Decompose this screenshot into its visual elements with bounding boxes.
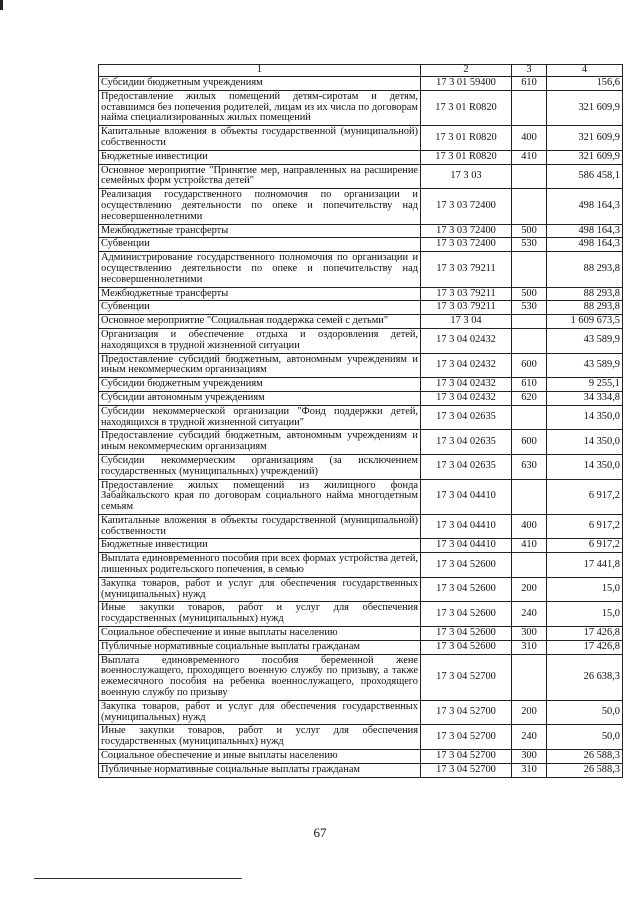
row-name-cell: Субсидии некоммерческой организации "Фонд поддержки детей, находящихся в трудной жизненной ситуации" [99,405,421,430]
row-sum-cell: 6 917,2 [547,539,623,553]
row-code-cell: 17 3 01 R0820 [421,150,512,164]
row-expense-type-cell: 300 [512,750,547,764]
row-expense-type-cell [512,654,547,700]
row-code-cell: 17 3 04 02432 [421,328,512,353]
row-sum-cell: 26 638,3 [547,654,623,700]
column-header-1: 1 [99,65,421,77]
row-name-cell: Предоставление жилых помещений детям-сиротам и детям, оставшимся без попечения родителей, лицам из их числа по договорам найма специализированных жилых помещений [99,90,421,125]
row-sum-cell: 156,6 [547,77,623,91]
column-header-2: 2 [421,65,512,77]
table-row [99,430,623,455]
table-row [99,126,623,151]
row-expense-type-cell: 610 [512,378,547,392]
row-name-cell: Публичные нормативные социальные выплаты гражданам [99,640,421,654]
row-expense-type-cell [512,479,547,514]
row-sum-cell: 43 589,9 [547,353,623,378]
column-header-4: 4 [547,65,623,77]
table-row [99,479,623,514]
table-row [99,763,623,777]
row-sum-cell: 321 609,9 [547,126,623,151]
row-code-cell: 17 3 04 02635 [421,454,512,479]
row-expense-type-cell: 530 [512,301,547,315]
row-name-cell: Иные закупки товаров, работ и услуг для обеспечения государственных (муниципальных) нужд [99,602,421,627]
row-sum-cell: 43 589,9 [547,328,623,353]
row-name-cell: Выплата единовременного пособия беременной жене военнослужащего, проходящего военную службу по призыву, а также ежемесячного пособия на ребенка военнослужащего, проходящего военную службу по призыву [99,654,421,700]
row-expense-type-cell: 310 [512,640,547,654]
row-code-cell: 17 3 03 72400 [421,189,512,224]
table-row [99,750,623,764]
row-expense-type-cell: 500 [512,224,547,238]
table-row [99,287,623,301]
row-code-cell: 17 3 04 52700 [421,750,512,764]
row-sum-cell: 14 350,0 [547,405,623,430]
table-row [99,539,623,553]
row-name-cell: Социальное обеспечение и иные выплаты населению [99,750,421,764]
table-row [99,301,623,315]
table-header-row [99,65,623,77]
table-row [99,189,623,224]
row-expense-type-cell: 410 [512,150,547,164]
table-row [99,150,623,164]
table-row [99,514,623,539]
row-sum-cell: 586 458,1 [547,164,623,189]
table-row [99,577,623,602]
row-sum-cell: 498 164,3 [547,189,623,224]
row-sum-cell: 17 441,8 [547,553,623,578]
row-expense-type-cell: 610 [512,77,547,91]
row-sum-cell: 9 255,1 [547,378,623,392]
row-code-cell: 17 3 01 R0820 [421,126,512,151]
row-expense-type-cell: 300 [512,627,547,641]
row-sum-cell: 6 917,2 [547,514,623,539]
row-name-cell: Субсидии автономным учреждениям [99,391,421,405]
row-name-cell: Публичные нормативные социальные выплаты гражданам [99,763,421,777]
row-name-cell: Выплата единовременного пособия при всех формах устройства детей, лишенных родительского попечения, в семью [99,553,421,578]
row-expense-type-cell [512,315,547,329]
row-expense-type-cell [512,553,547,578]
row-code-cell: 17 3 04 02635 [421,430,512,455]
row-name-cell: Предоставление жилых помещений из жилищного фонда Забайкальского края по договорам социального найма многодетным семьям [99,479,421,514]
table-row [99,602,623,627]
table-row [99,164,623,189]
row-expense-type-cell: 240 [512,602,547,627]
table-row [99,454,623,479]
row-code-cell: 17 3 04 52600 [421,640,512,654]
row-code-cell: 17 3 04 52700 [421,700,512,725]
row-name-cell: Предоставление субсидий бюджетным, автономным учреждениям и иным некоммерческим организациям [99,430,421,455]
row-name-cell: Субсидии некоммерческим организациям (за исключением государственных (муниципальных) учреждений) [99,454,421,479]
row-name-cell: Организация и обеспечение отдыха и оздоровления детей, находящихся в трудной жизненной ситуации [99,328,421,353]
row-sum-cell: 14 350,0 [547,454,623,479]
row-name-cell: Субсидии бюджетным учреждениям [99,77,421,91]
row-name-cell: Закупка товаров, работ и услуг для обеспечения государственных (муниципальных) нужд [99,577,421,602]
row-expense-type-cell [512,164,547,189]
row-sum-cell: 88 293,8 [547,252,623,287]
table-row [99,700,623,725]
row-expense-type-cell [512,252,547,287]
row-name-cell: Основное мероприятие "Принятие мер, направленных на расширение семейных форм устройства детей" [99,164,421,189]
table-row [99,353,623,378]
row-sum-cell: 50,0 [547,700,623,725]
table-row [99,553,623,578]
table-row [99,315,623,329]
row-sum-cell: 14 350,0 [547,430,623,455]
row-name-cell: Закупка товаров, работ и услуг для обеспечения государственных (муниципальных) нужд [99,700,421,725]
row-name-cell: Основное мероприятие "Социальная поддержка семей с детьми" [99,315,421,329]
row-sum-cell: 6 917,2 [547,479,623,514]
row-name-cell: Субвенции [99,238,421,252]
row-expense-type-cell: 240 [512,725,547,750]
page-number: 67 [313,825,327,840]
row-expense-type-cell: 600 [512,353,547,378]
row-expense-type-cell: 400 [512,126,547,151]
budget-table [98,64,623,778]
row-code-cell: 17 3 04 04410 [421,514,512,539]
table-row [99,378,623,392]
row-expense-type-cell: 200 [512,700,547,725]
row-code-cell: 17 3 03 79211 [421,287,512,301]
row-name-cell: Предоставление субсидий бюджетным, автономным учреждениям и иным некоммерческим организациям [99,353,421,378]
row-name-cell: Реализация государственного полномочия по организации и осуществлению деятельности по опеке и попечительству над несовершеннолетними [99,189,421,224]
row-expense-type-cell: 410 [512,539,547,553]
row-name-cell: Субвенции [99,301,421,315]
table-row [99,640,623,654]
row-sum-cell: 15,0 [547,602,623,627]
row-expense-type-cell: 200 [512,577,547,602]
row-code-cell: 17 3 04 52600 [421,577,512,602]
row-name-cell: Администрирование государственного полномочия по организации и осуществлению деятельности по опеке и попечительству над несовершеннолетними [99,252,421,287]
scan-edge-mark [0,0,3,10]
table-row [99,627,623,641]
row-name-cell: Капитальные вложения в объекты государственной (муниципальной) собственности [99,514,421,539]
row-sum-cell: 15,0 [547,577,623,602]
row-sum-cell: 26 588,3 [547,750,623,764]
row-code-cell: 17 3 01 R0820 [421,90,512,125]
table-row [99,224,623,238]
row-code-cell: 17 3 04 52600 [421,627,512,641]
row-expense-type-cell: 500 [512,287,547,301]
row-code-cell: 17 3 03 79211 [421,252,512,287]
row-code-cell: 17 3 04 02432 [421,378,512,392]
row-sum-cell: 321 609,9 [547,150,623,164]
footnote-divider [34,878,242,879]
row-code-cell: 17 3 04 52700 [421,654,512,700]
row-code-cell: 17 3 04 04410 [421,479,512,514]
row-code-cell: 17 3 04 52600 [421,553,512,578]
row-expense-type-cell [512,189,547,224]
table-row [99,90,623,125]
row-sum-cell: 498 164,3 [547,238,623,252]
column-header-3: 3 [512,65,547,77]
row-name-cell: Межбюджетные трансферты [99,287,421,301]
row-expense-type-cell: 530 [512,238,547,252]
row-name-cell: Иные закупки товаров, работ и услуг для обеспечения государственных (муниципальных) нужд [99,725,421,750]
row-code-cell: 17 3 04 02432 [421,353,512,378]
row-code-cell: 17 3 04 52700 [421,763,512,777]
table-row [99,391,623,405]
row-sum-cell: 321 609,9 [547,90,623,125]
row-sum-cell: 50,0 [547,725,623,750]
row-code-cell: 17 3 04 02432 [421,391,512,405]
row-name-cell: Социальное обеспечение и иные выплаты населению [99,627,421,641]
row-expense-type-cell [512,328,547,353]
table-row [99,725,623,750]
row-sum-cell: 88 293,8 [547,301,623,315]
row-sum-cell: 26 588,3 [547,763,623,777]
row-expense-type-cell: 630 [512,454,547,479]
row-expense-type-cell: 310 [512,763,547,777]
row-expense-type-cell [512,90,547,125]
row-code-cell: 17 3 04 02635 [421,405,512,430]
row-expense-type-cell: 600 [512,430,547,455]
table-row [99,238,623,252]
row-code-cell: 17 3 04 52700 [421,725,512,750]
row-sum-cell: 1 609 673,5 [547,315,623,329]
table-row [99,654,623,700]
row-sum-cell: 17 426,8 [547,627,623,641]
table-row [99,77,623,91]
row-name-cell: Бюджетные инвестиции [99,539,421,553]
row-code-cell: 17 3 01 59400 [421,77,512,91]
row-name-cell: Межбюджетные трансферты [99,224,421,238]
row-name-cell: Субсидии бюджетным учреждениям [99,378,421,392]
row-code-cell: 17 3 04 52600 [421,602,512,627]
table-row [99,252,623,287]
table-body [99,77,623,778]
row-code-cell: 17 3 04 04410 [421,539,512,553]
row-expense-type-cell: 620 [512,391,547,405]
row-sum-cell: 17 426,8 [547,640,623,654]
row-sum-cell: 34 334,8 [547,391,623,405]
row-sum-cell: 498 164,3 [547,224,623,238]
row-code-cell: 17 3 03 [421,164,512,189]
row-name-cell: Бюджетные инвестиции [99,150,421,164]
row-code-cell: 17 3 03 72400 [421,238,512,252]
table-row [99,405,623,430]
row-code-cell: 17 3 03 79211 [421,301,512,315]
row-code-cell: 17 3 04 [421,315,512,329]
row-sum-cell: 88 293,8 [547,287,623,301]
table-row [99,328,623,353]
row-expense-type-cell: 400 [512,514,547,539]
row-expense-type-cell [512,405,547,430]
row-name-cell: Капитальные вложения в объекты государственной (муниципальной) собственности [99,126,421,151]
row-code-cell: 17 3 03 72400 [421,224,512,238]
